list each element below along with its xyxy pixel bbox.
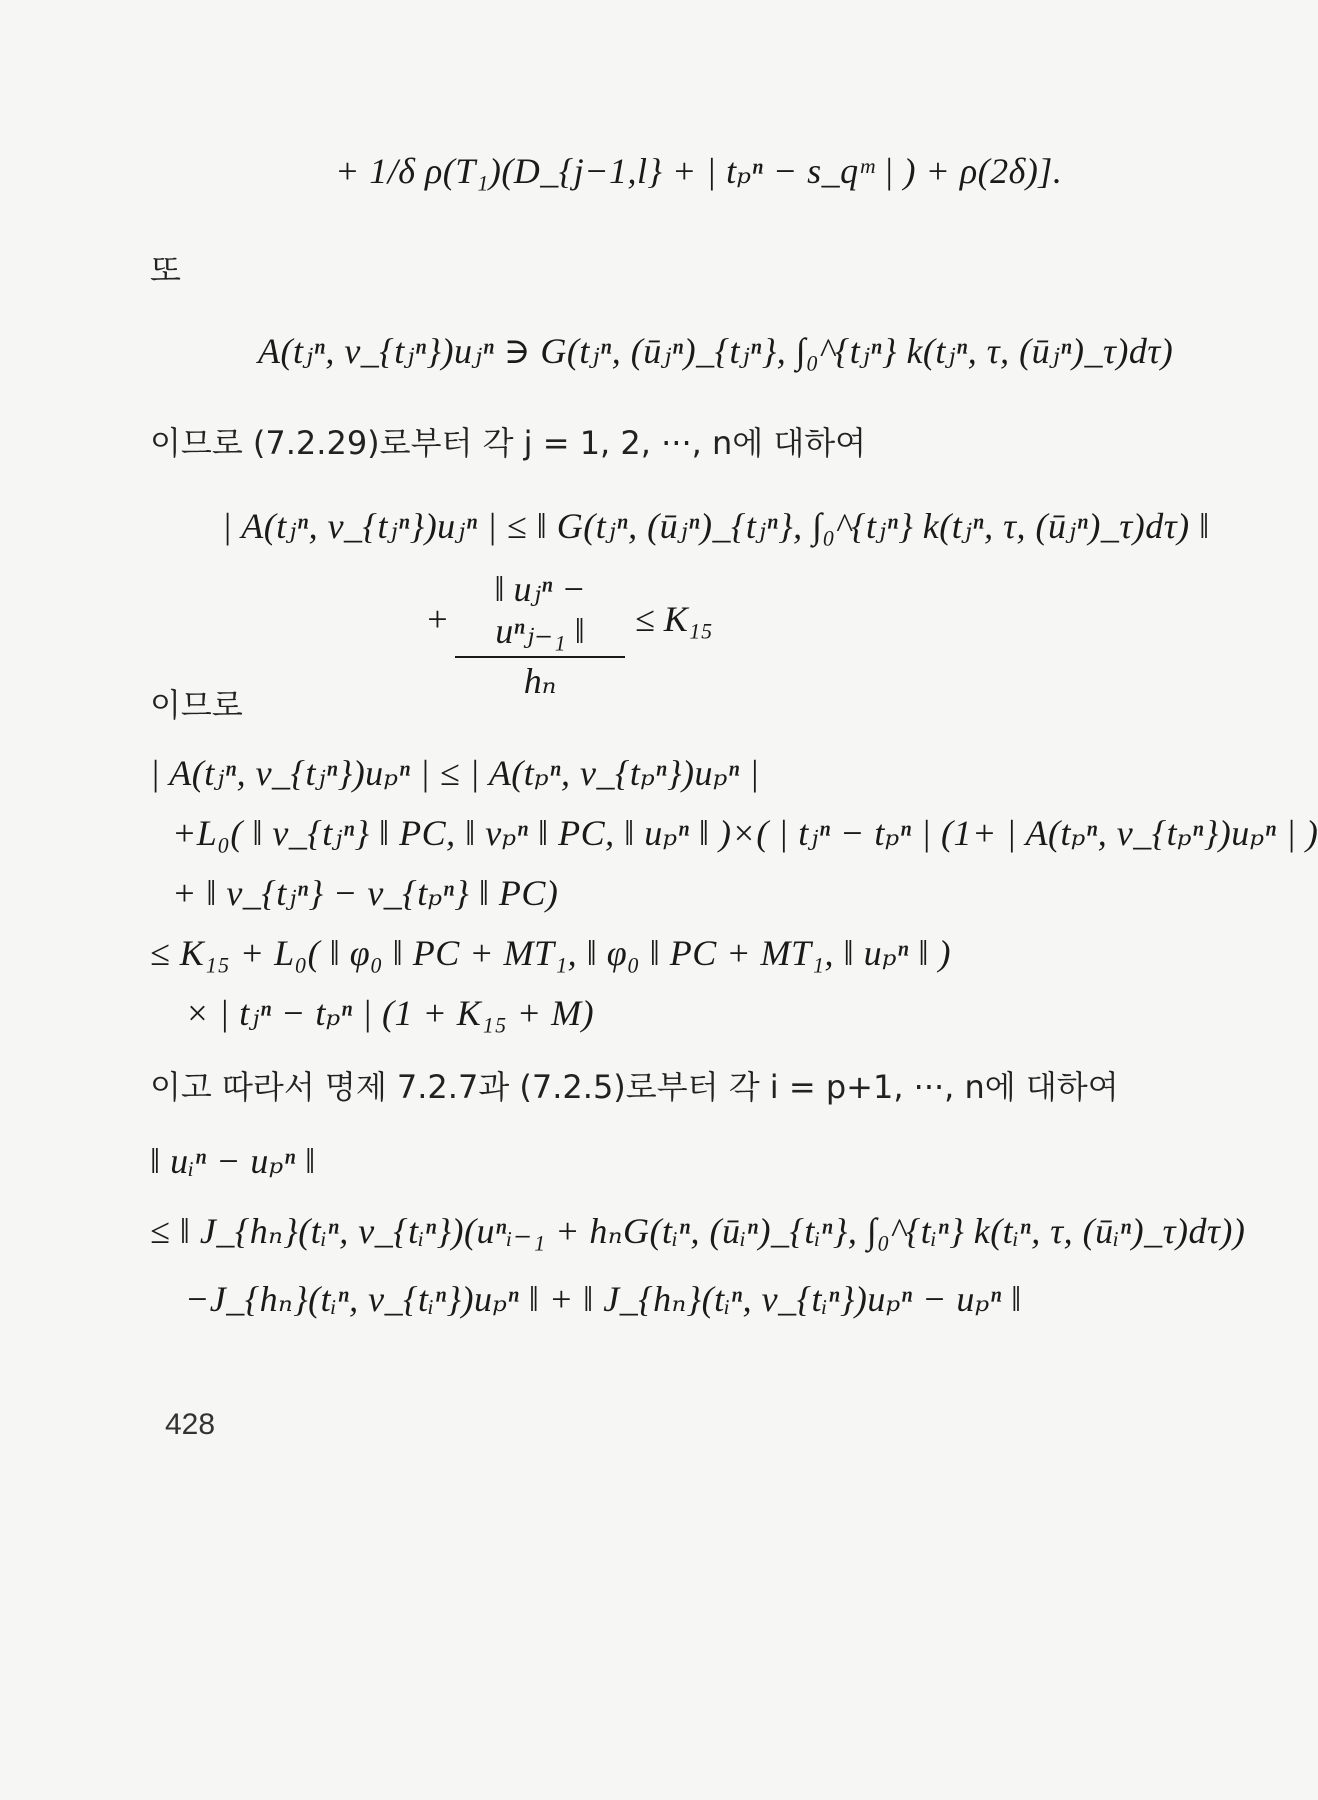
equation-line-8: ≤ K₁₅ + L₀( ‖ φ₀ ‖ PC + MT₁, ‖ φ₀ ‖ PC + MT₁, ‖ uₚⁿ ‖ ) bbox=[150, 933, 951, 973]
equation-line-10: ‖ uᵢⁿ − uₚⁿ ‖ bbox=[150, 1141, 316, 1181]
fraction bbox=[455, 568, 625, 702]
korean-text-proposition: 이고 따라서 명제 7.2.7과 (7.2.5)로부터 각 i = p+1, ···, n에 대하여 bbox=[150, 1068, 1119, 1106]
equation-line-1: + 1/δ ρ(T₁)(D_{j−1,l} + | tₚⁿ − s_qᵐ | ) + ρ(2δ)]. bbox=[335, 151, 1063, 191]
equation-line-6: +L₀( ‖ v_{tⱼⁿ} ‖ PC, ‖ vₚⁿ ‖ PC, ‖ uₚⁿ ‖ )×( | tⱼⁿ − tₚⁿ | (1+ | A(tₚⁿ, v_{tₚⁿ})uₚⁿ | ) bbox=[172, 813, 1318, 853]
equation-line-9: × | tⱼⁿ − tₚⁿ | (1 + K₁₅ + M) bbox=[185, 993, 595, 1033]
fraction-denominator: hₙ bbox=[523, 661, 557, 701]
korean-text-therefore-for-each-j: 이므로 (7.2.29)로부터 각 j = 1, 2, ···, n에 대하여 bbox=[150, 424, 867, 462]
korean-text-also: 또 bbox=[150, 251, 181, 289]
equation-line-3: | A(tⱼⁿ, v_{tⱼⁿ})uⱼⁿ | ≤ ‖ G(tⱼⁿ, (ūⱼⁿ)_{tⱼⁿ}, ∫₀^{tⱼⁿ} k(tⱼⁿ, τ, (ūⱼⁿ)_τ)dτ) ‖ bbox=[222, 506, 1210, 546]
equation-line-7: + ‖ v_{tⱼⁿ} − v_{tₚⁿ} ‖ PC) bbox=[172, 873, 559, 913]
equation-line-11: ≤ ‖ J_{hₙ}(tᵢⁿ, v_{tᵢⁿ})(uⁿᵢ₋₁ + hₙG(tᵢⁿ, (ūᵢⁿ)_{tᵢⁿ}, ∫₀^{tᵢⁿ} k(tᵢⁿ, τ, (ūᵢⁿ)_τ)dτ)) bbox=[150, 1211, 1246, 1251]
fraction-numerator: ‖ uⱼⁿ − uⁿⱼ₋₁ ‖ bbox=[494, 569, 586, 651]
equation-bound: ≤ K₁₅ bbox=[635, 599, 713, 639]
fraction-bar bbox=[455, 656, 625, 658]
korean-text-therefore: 이므로 bbox=[150, 686, 243, 724]
equation-plus-sign: + bbox=[425, 599, 450, 639]
page-number: 428 bbox=[165, 1408, 216, 1441]
equation-line-12: −J_{hₙ}(tᵢⁿ, v_{tᵢⁿ})uₚⁿ ‖ + ‖ J_{hₙ}(tᵢⁿ, v_{tᵢⁿ})uₚⁿ − uₚⁿ ‖ bbox=[185, 1279, 1022, 1319]
equation-line-2: A(tⱼⁿ, v_{tⱼⁿ})uⱼⁿ ∋ G(tⱼⁿ, (ūⱼⁿ)_{tⱼⁿ}, ∫₀^{tⱼⁿ} k(tⱼⁿ, τ, (ūⱼⁿ)_τ)dτ) bbox=[258, 331, 1174, 371]
equation-line-5: | A(tⱼⁿ, v_{tⱼⁿ})uₚⁿ | ≤ | A(tₚⁿ, v_{tₚⁿ})uₚⁿ | bbox=[150, 753, 760, 793]
